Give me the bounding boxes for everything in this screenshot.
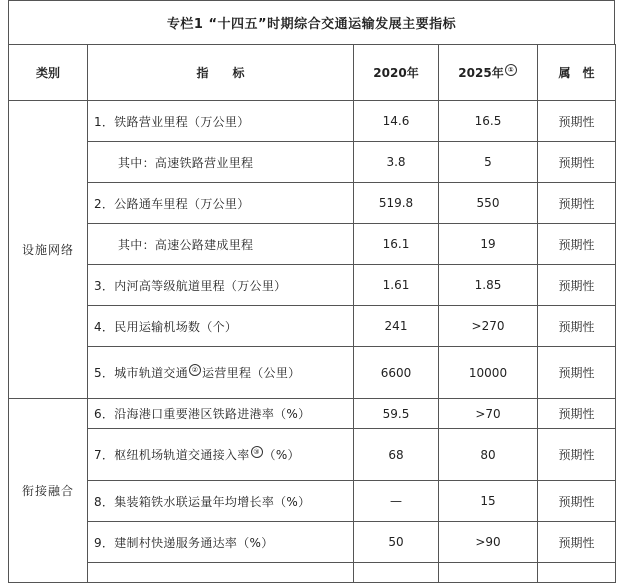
- table-row: [9, 429, 616, 481]
- indicator-cell: 1．铁路营业里程（万公里）: [88, 101, 354, 142]
- value-2020: —: [354, 481, 439, 522]
- category-integration: 衔接融合: [9, 399, 88, 583]
- value-2025: 10000: [439, 347, 538, 399]
- table-row: [9, 101, 616, 142]
- table-row: [9, 399, 616, 429]
- header-2020: 2020年: [354, 45, 439, 101]
- value-2025: 80: [439, 429, 538, 481]
- value-cell-empty: [354, 563, 439, 583]
- value-2025: 15: [439, 481, 538, 522]
- value-2025: 1.85: [439, 265, 538, 306]
- attribute-cell-empty: [538, 563, 616, 583]
- value-2025: 19: [439, 224, 538, 265]
- indicator-cell: [88, 347, 354, 399]
- indicator-table: [8, 44, 616, 583]
- attribute-cell: 预期性: [538, 101, 616, 142]
- header-indicator: 指 标: [88, 45, 354, 101]
- indicator-cell: [88, 429, 354, 481]
- indicator-text: （%）: [263, 448, 300, 462]
- attribute-cell: 预期性: [538, 481, 616, 522]
- indicator-cell: 4．民用运输机场数（个）: [88, 306, 354, 347]
- value-cell-empty: [439, 563, 538, 583]
- attribute-cell: 预期性: [538, 399, 616, 429]
- footnote-marker: ③: [251, 446, 263, 458]
- table-row-partial: [9, 563, 616, 583]
- header-attribute: 属 性: [538, 45, 616, 101]
- header-2025: [439, 45, 538, 101]
- value-2020: 1.61: [354, 265, 439, 306]
- category-facilities: 设施网络: [9, 101, 88, 399]
- value-2025: 550: [439, 183, 538, 224]
- value-2025: >270: [439, 306, 538, 347]
- indicator-cell: 6．沿海港口重要港区铁路进港率（%）: [88, 399, 354, 429]
- indicator-cell-empty: [88, 563, 354, 583]
- attribute-cell: 预期性: [538, 224, 616, 265]
- value-2025: 5: [439, 142, 538, 183]
- table-row: [9, 522, 616, 563]
- value-2020: 16.1: [354, 224, 439, 265]
- footnote-marker: ②: [189, 364, 201, 376]
- table-row: [9, 142, 616, 183]
- value-2020: 14.6: [354, 101, 439, 142]
- value-2020: 50: [354, 522, 439, 563]
- header-category: 类别: [9, 45, 88, 101]
- value-2020: 3.8: [354, 142, 439, 183]
- table-row: [9, 306, 616, 347]
- table-row: [9, 481, 616, 522]
- indicator-text: 5．城市轨道交通: [94, 366, 189, 380]
- value-2020: 68: [354, 429, 439, 481]
- value-2020: 519.8: [354, 183, 439, 224]
- attribute-cell: 预期性: [538, 347, 616, 399]
- table-row: [9, 265, 616, 306]
- header-2025-label: 2025年: [458, 66, 504, 80]
- value-2025: >90: [439, 522, 538, 563]
- attribute-cell: 预期性: [538, 429, 616, 481]
- indicator-cell: 3．内河高等级航道里程（万公里）: [88, 265, 354, 306]
- footnote-marker: ①: [505, 64, 517, 76]
- indicator-cell: 其中：高速公路建成里程: [88, 224, 354, 265]
- table-row: [9, 224, 616, 265]
- attribute-cell: 预期性: [538, 265, 616, 306]
- indicator-cell: 2．公路通车里程（万公里）: [88, 183, 354, 224]
- indicator-cell: 9．建制村快递服务通达率（%）: [88, 522, 354, 563]
- indicator-text: 运营里程（公里）: [202, 366, 301, 380]
- table-row: [9, 183, 616, 224]
- attribute-cell: 预期性: [538, 183, 616, 224]
- value-2025: >70: [439, 399, 538, 429]
- value-2020: 241: [354, 306, 439, 347]
- attribute-cell: 预期性: [538, 306, 616, 347]
- table-title: 专栏1 “十四五”时期综合交通运输发展主要指标: [8, 0, 615, 44]
- attribute-cell: 预期性: [538, 522, 616, 563]
- table-row: [9, 347, 616, 399]
- indicator-text: 7．枢纽机场轨道交通接入率: [94, 448, 250, 462]
- indicator-cell: 其中：高速铁路营业里程: [88, 142, 354, 183]
- value-2025: 16.5: [439, 101, 538, 142]
- indicator-cell: 8．集装箱铁水联运量年均增长率（%）: [88, 481, 354, 522]
- value-2020: 59.5: [354, 399, 439, 429]
- value-2020: 6600: [354, 347, 439, 399]
- attribute-cell: 预期性: [538, 142, 616, 183]
- header-row: [9, 45, 616, 101]
